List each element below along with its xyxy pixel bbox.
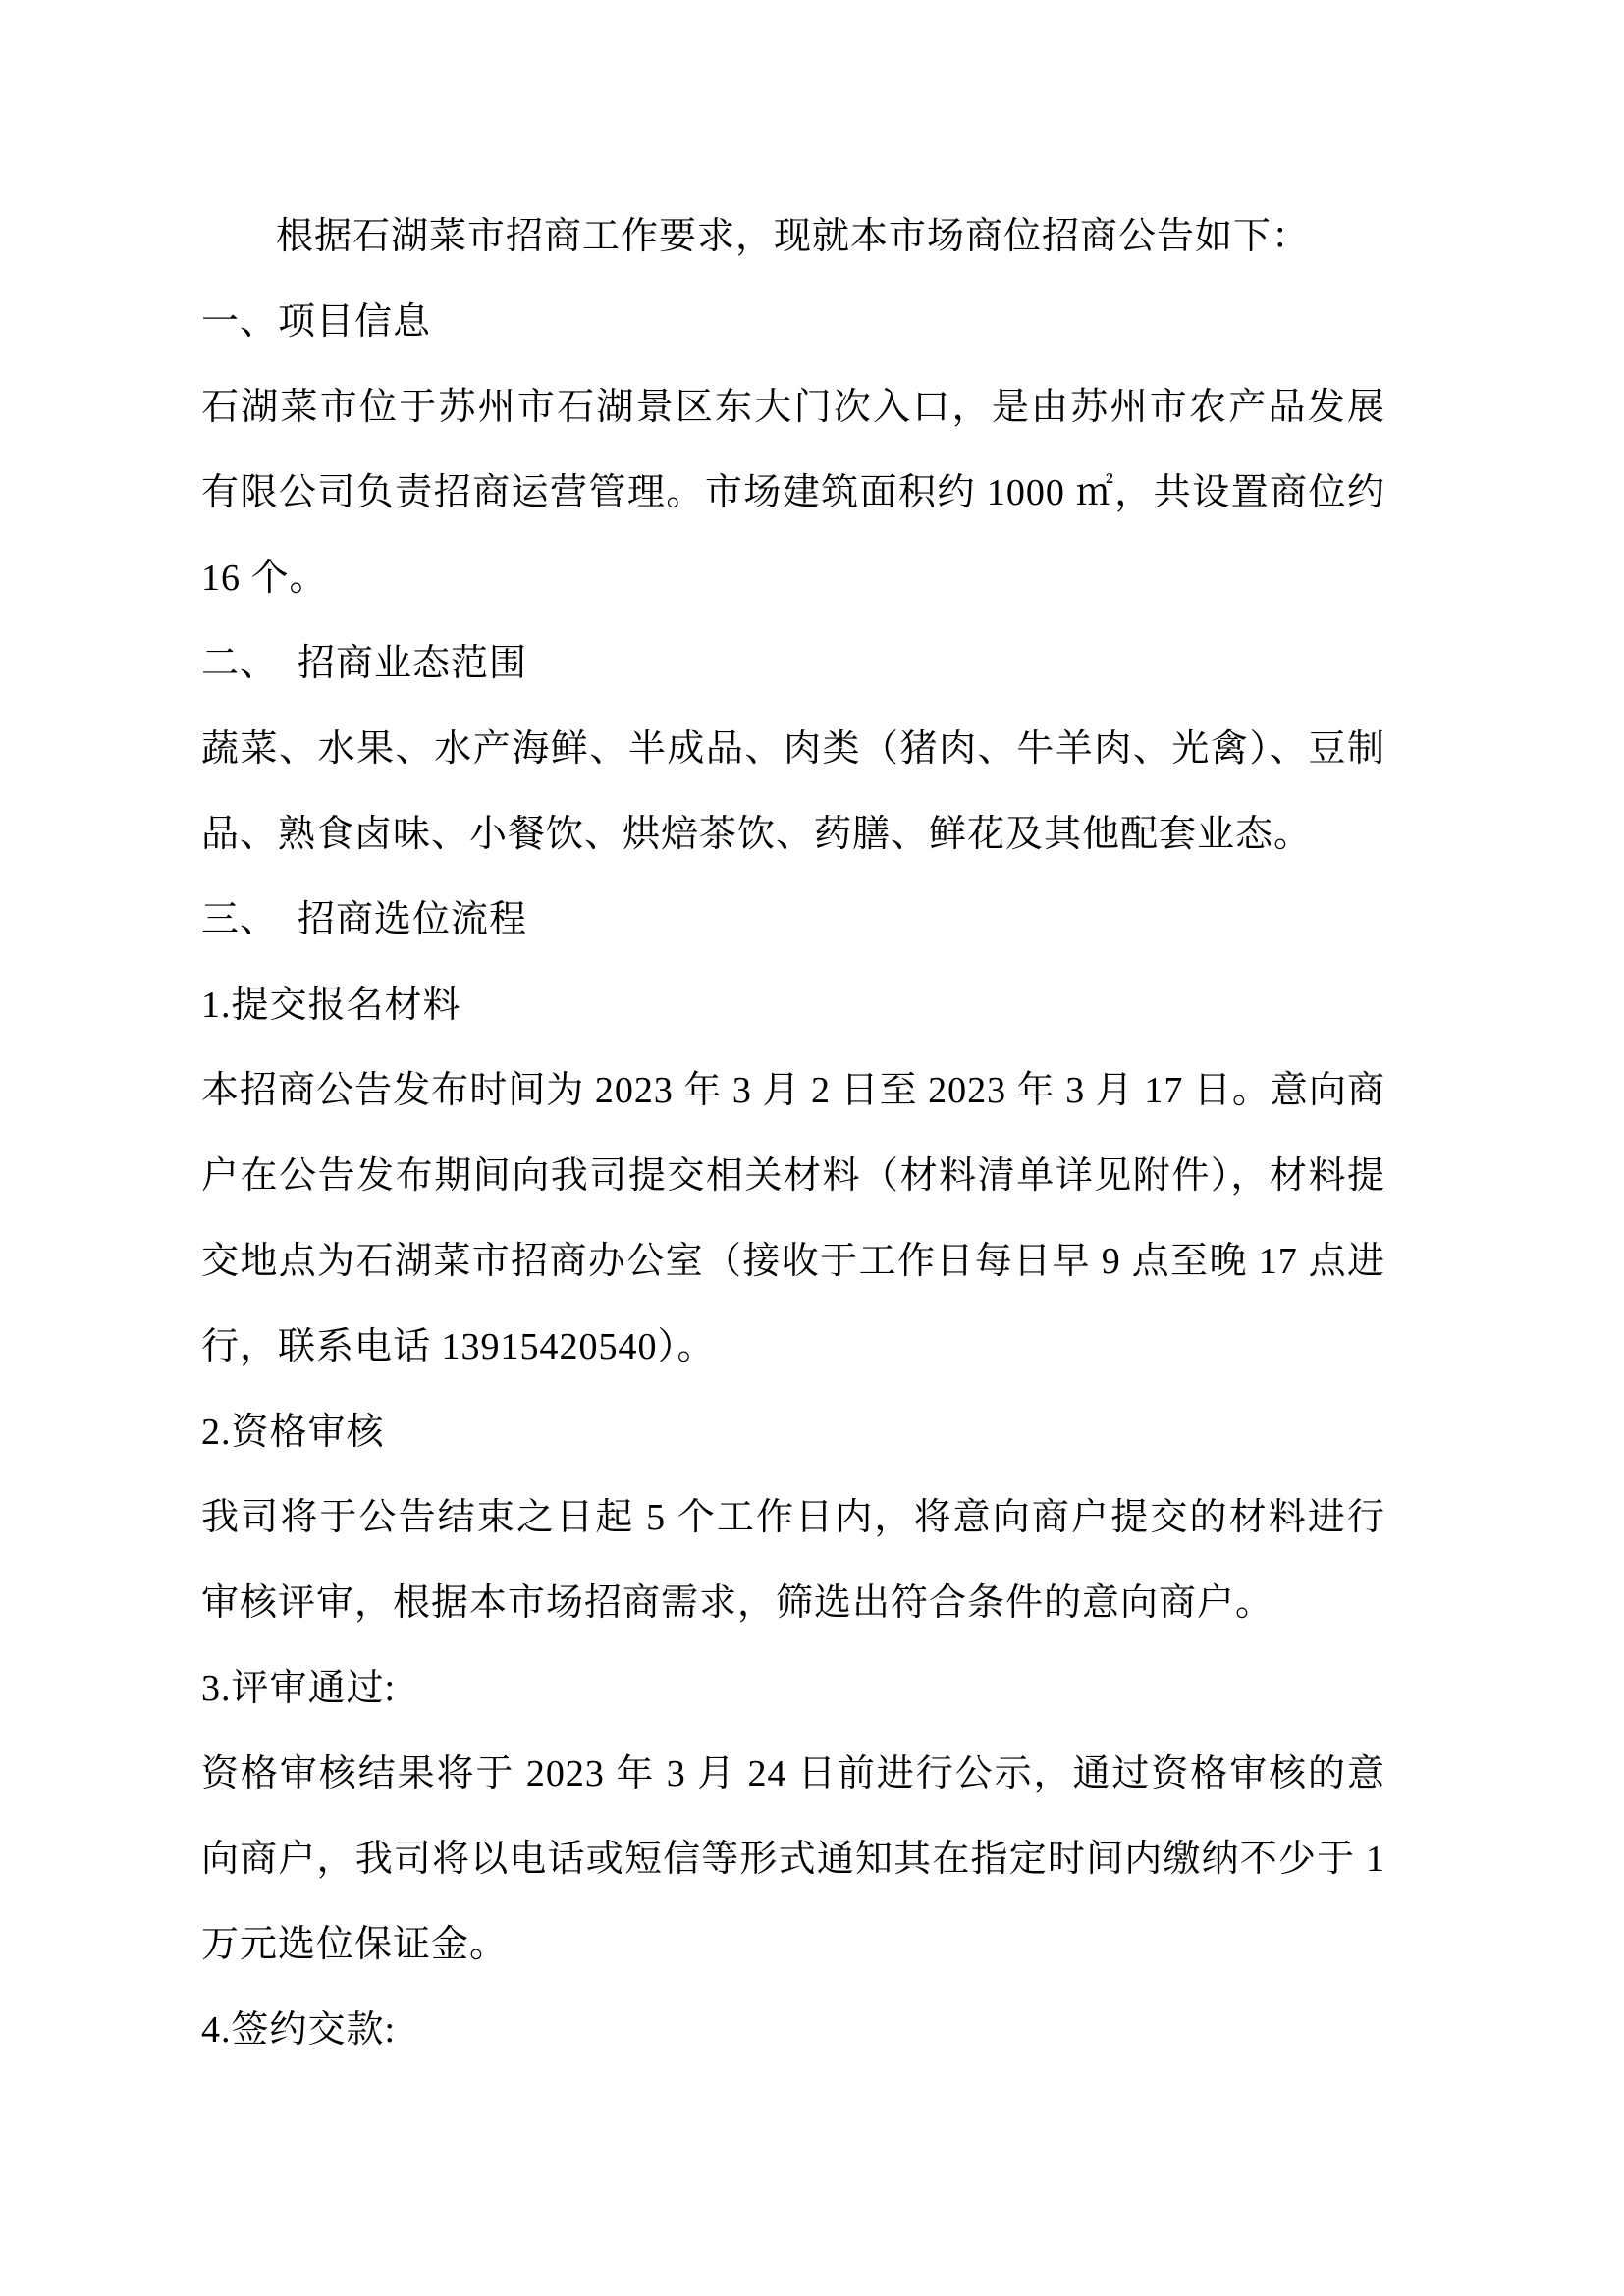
subheading-step-4-sign-and-pay: 4.签约交款: (201, 2009, 397, 2051)
paragraph-intro: 根据石湖菜市招商工作要求，现就本市场商位招商公告如下： (276, 216, 1311, 257)
heading-section-1-project-info: 一、项目信息 (201, 301, 432, 343)
heading-section-3-selection-process: 三、 招商选位流程 (201, 899, 528, 940)
heading-section-2-business-scope: 二、 招商业态范围 (201, 643, 528, 684)
paragraph-step-1-submit-materials: 本招商公告发布时间为 2023 年 3 月 2 日至 2023 年 3 月 17 日。意向商户在公告发布期间向我司提交相关材料（材料清单详见附件），材料提交地点为石湖菜市招商办公室（接收于工作日每日早 9 点至晚 17 点进行，联系电话 13915420540）。 (201, 1070, 1385, 1367)
subheading-step-1-submit-materials: 1.提交报名材料 (201, 985, 461, 1026)
paragraph-step-2-qualification-review: 我司将于公告结束之日起 5 个工作日内，将意向商户提交的材料进行审核评审，根据本市场招商需求，筛选出符合条件的意向商户。 (201, 1497, 1385, 1624)
paragraph-project-info: 石湖菜市位于苏州市石湖景区东大门次入口，是由苏州市农产品发展有限公司负责招商运营管理。市场建筑面积约 1000 ㎡，共设置商位约 16 个。 (201, 387, 1396, 599)
paragraph-business-scope: 蔬菜、水果、水产海鲜、半成品、肉类（猪肉、牛羊肉、光禽）、豆制品、熟食卤味、小餐饮、烘焙茶饮、药膳、鲜花及其他配套业态。 (201, 728, 1385, 855)
document-content (201, 194, 1396, 2073)
subheading-step-2-qualification-review: 2.资格审核 (201, 1412, 385, 1453)
subheading-step-3-review-passed: 3.评审通过: (201, 1668, 397, 1709)
paragraph-step-3-review-passed: 资格审核结果将于 2023 年 3 月 24 日前进行公示，通过资格审核的意向商户，我司将以电话或短信等形式通知其在指定时间内缴纳不少于 1 万元选位保证金。 (201, 1753, 1396, 1965)
